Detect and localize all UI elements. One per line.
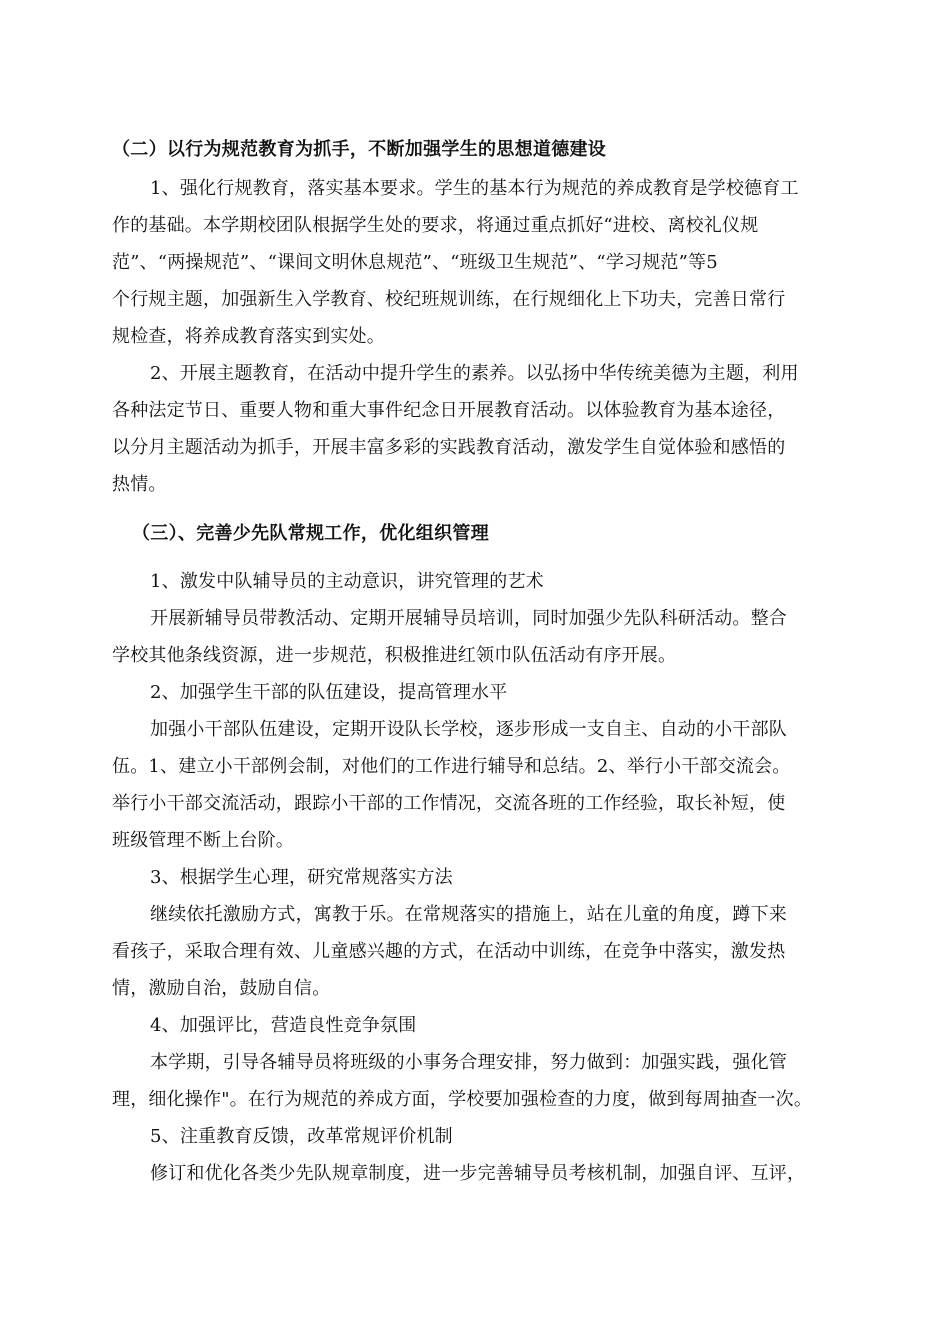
item-title: 3、根据学生心理，研究常规落实方法 bbox=[150, 867, 453, 888]
section-heading-2: （二）以行为规范教育为抓手，不断加强学生的思想道德建设 bbox=[112, 139, 607, 160]
paragraph-line: 开展新辅导员带教活动、定期开展辅导员培训，同时加强少先队科研活动。整合 bbox=[150, 608, 787, 629]
item-title: 1、激发中队辅导员的主动意识，讲究管理的艺术 bbox=[150, 571, 544, 592]
item-title: 5、注重教育反馈，改革常规评价机制 bbox=[150, 1126, 453, 1147]
item-title: 2、加强学生干部的队伍建设，提高管理水平 bbox=[150, 682, 508, 703]
item-title: 4、加强评比，营造良性竞争氛围 bbox=[150, 1015, 417, 1036]
paragraph-line: 本学期，引导各辅导员将班级的小事务合理安排，努力做到：加强实践，强化管 bbox=[150, 1052, 787, 1073]
paragraph-line: 范”、“两操规范”、“课间文明休息规范”、“班级卫生规范”、“学习规范”等5 bbox=[112, 252, 718, 273]
paragraph-line: 学校其他条线资源，进一步规范，积极推进红领巾队伍活动有序开展。 bbox=[112, 645, 677, 666]
paragraph-line: 继续依托激励方式，寓教于乐。在常规落实的措施上，站在儿童的角度，蹲下来 bbox=[150, 904, 787, 925]
paragraph-line: 热情。 bbox=[112, 474, 167, 495]
paragraph-line: 1、强化行规教育，落实基本要求。学生的基本行为规范的养成教育是学校德育工 bbox=[150, 178, 799, 199]
paragraph-line: 加强小干部队伍建设，定期开设队长学校，逐步形成一支自主、自动的小干部队 bbox=[150, 719, 787, 740]
paragraph-line: 以分月主题活动为抓手，开展丰富多彩的实践教育活动，激发学生自觉体验和感悟的 bbox=[112, 437, 786, 458]
paragraph-line: 规检查，将养成教育落实到实处。 bbox=[112, 326, 385, 347]
paragraph-line: 看孩子，采取合理有效、儿童感兴趣的方式，在活动中训练，在竞争中落实，激发热 bbox=[112, 941, 786, 962]
paragraph-line: 情，激励自治，鼓励自信。 bbox=[112, 978, 331, 999]
paragraph-line: 伍。1、建立小干部例会制，对他们的工作进行辅导和总结。2、举行小干部交流会。 bbox=[112, 756, 791, 777]
paragraph-line: 2、开展主题教育，在活动中提升学生的素养。以弘扬中华传统美德为主题，利用 bbox=[150, 363, 799, 384]
paragraph-line: 各种法定节日、重要人物和重大事件纪念日开展教育活动。以体验教育为基本途径， bbox=[112, 400, 786, 421]
paragraph-line: 理，细化操作"。在行为规范的养成方面，学校要加强检查的力度，做到每周抽查一次。 bbox=[112, 1089, 813, 1110]
paragraph-line: 班级管理不断上台阶。 bbox=[112, 830, 294, 851]
section-heading-3: （三）、完善少先队常规工作，优化组织管理 bbox=[132, 523, 489, 544]
paragraph-line: 作的基础。本学期校团队根据学生处的要求，将通过重点抓好“进校、离校礼仪规 bbox=[112, 215, 759, 236]
paragraph-line: 修订和优化各类少先队规章制度，进一步完善辅导员考核机制，加强自评、互评， bbox=[150, 1163, 806, 1184]
paragraph-line: 举行小干部交流活动，跟踪小干部的工作情况，交流各班的工作经验，取长补短，使 bbox=[112, 793, 786, 814]
paragraph-line: 个行规主题，加强新生入学教育、校纪班规训练，在行规细化上下功夫，完善日常行 bbox=[112, 289, 786, 310]
